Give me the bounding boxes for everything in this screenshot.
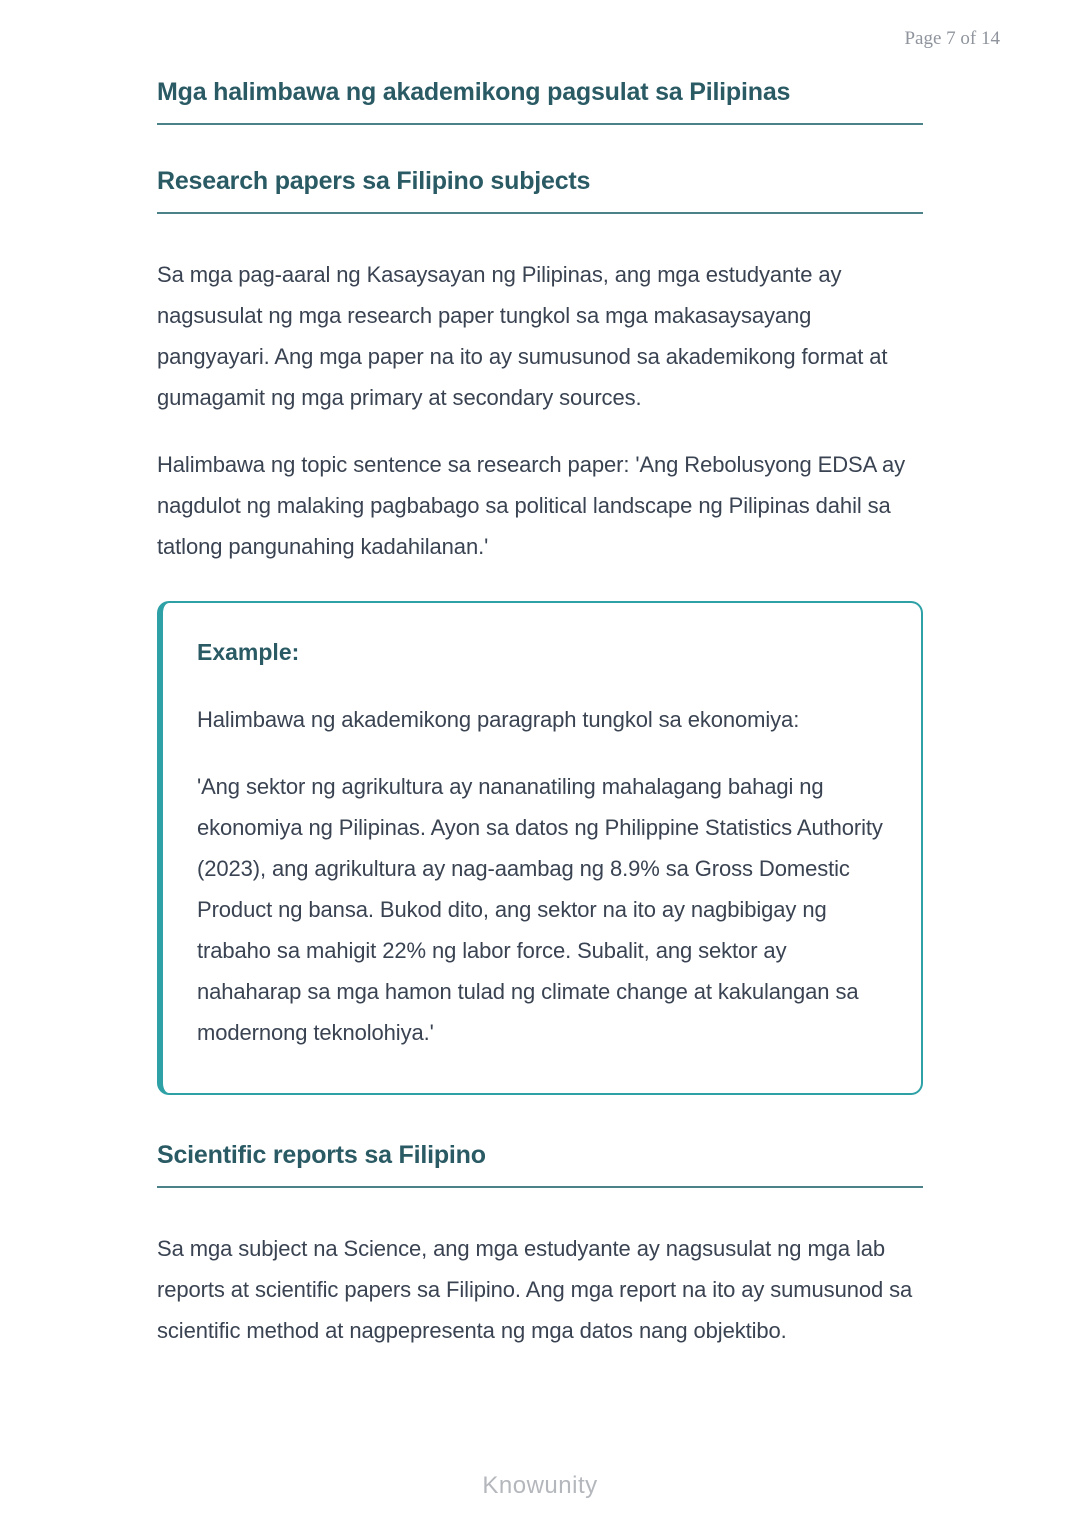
section-heading-research-papers: Research papers sa Filipino subjects <box>157 167 923 214</box>
document-page-content <box>157 0 923 1351</box>
paragraph-scientific-intro: Sa mga subject na Science, ang mga estudyante ay nagsusulat ng mga lab reports at scientific papers sa Filipino. Ang mga report na ito ay sumusunod sa scientific method at nagpepresenta ng mga datos nang objektibo. <box>157 1236 913 1343</box>
example-callout-box <box>157 601 923 1095</box>
main-heading: Mga halimbawa ng akademikong pagsulat sa Pilipinas <box>157 78 923 125</box>
example-box-quote: 'Ang sektor ng agrikultura ay nananatiling mahalagang bahagi ng ekonomiya ng Pilipinas. Ayon sa datos ng Philippine Statistics Authority (2023), ang agrikultura ay nag-aambag ng 8.9% sa Gross Domestic Product ng bansa. Bukod dito, ang sektor na ito ay nagbibigay ng trabaho sa mahigit 22% ng labor force. Subalit, ang sektor ay nahaharap sa mga hamon tulad ng climate change at kakulangan sa modernong teknolohiya.' <box>197 774 883 1045</box>
section-heading-scientific-reports: Scientific reports sa Filipino <box>157 1141 923 1188</box>
paragraph-research-intro: Sa mga pag-aaral ng Kasaysayan ng Pilipinas, ang mga estudyante ay nagsusulat ng mga research paper tungkol sa mga makasaysayang pangyayari. Ang mga paper na ito ay sumusunod sa akademikong format at gumagamit ng mga primary at secondary sources. <box>157 262 888 410</box>
example-box-label: Example: <box>197 639 300 665</box>
paragraph-topic-sentence-example: Halimbawa ng topic sentence sa research paper: 'Ang Rebolusyong EDSA ay nagdulot ng malaking pagbabago sa political landscape ng Pilipinas dahil sa tatlong pangunahing kadahilanan.' <box>157 452 905 559</box>
example-box-intro: Halimbawa ng akademikong paragraph tungkol sa ekonomiya: <box>197 707 800 732</box>
page-indicator: Page 7 of 14 <box>904 28 1000 49</box>
footer-brand-knowunity: Knowunity <box>482 1472 598 1499</box>
